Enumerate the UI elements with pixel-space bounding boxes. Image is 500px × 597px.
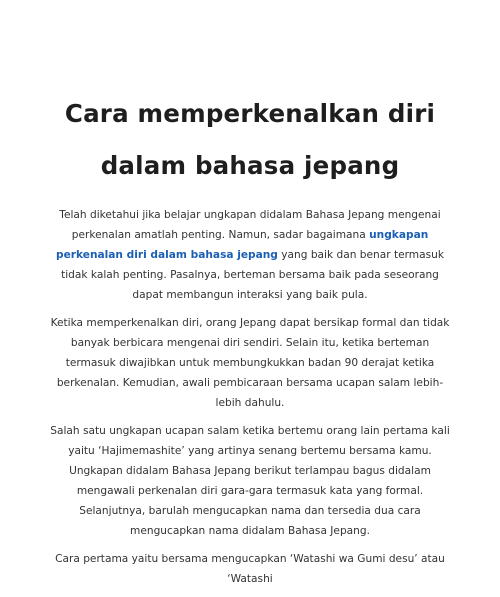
article-body [50, 205, 450, 597]
page-title [40, 88, 460, 192]
paragraph-text: yang baik dan benar termasuk tidak kalah penting. Pasalnya, berteman bersama baik pada seseorang dapat membangun interaksi yang baik pula. [61, 249, 444, 301]
paragraph-intro [50, 205, 450, 305]
paragraph-text: Telah diketahui jika belajar ungkapan didalam Bahasa Jepang mengenai perkenalan amatlah penting. Namun, sadar bagaimana [59, 209, 441, 241]
title-line-1: Cara memperkenalkan diri [64, 99, 436, 128]
paragraph-name-method: Cara pertama yaitu bersama mengucapkan ‘Watashi wa Gumi desu’ atau ‘Watashi [55, 553, 445, 585]
paragraph-formal: Ketika memperkenalkan diri, orang Jepang dapat bersikap formal dan tidak banyak berbicara mengenai diri sendiri. Selain itu, ketika berteman termasuk diwajibkan untuk membungkukkan badan 90 derajat ketika berkenalan. Kemudian, awali pembicaraan bersama ucapan salam lebih-lebih dahulu. [50, 317, 450, 409]
perkenalan-diri-link[interactable]: ungkapan perkenalan diri dalam bahasa jepang [56, 229, 429, 261]
paragraph-greeting: Salah satu ungkapan ucapan salam ketika bertemu orang lain pertama kali yaitu ‘Hajimemashite’ yang artinya senang bertemu bersama kamu. Ungkapan didalam Bahasa Jepang berikut terlampau bagus didalam mengawali perkenalan diri gara-gara termasuk kata yang formal. Selanjutnya, barulah mengucapkan nama dan tersedia dua cara mengucapkan nama didalam Bahasa Jepang. [50, 425, 450, 537]
title-line-2: dalam bahasa jepang [100, 151, 400, 180]
